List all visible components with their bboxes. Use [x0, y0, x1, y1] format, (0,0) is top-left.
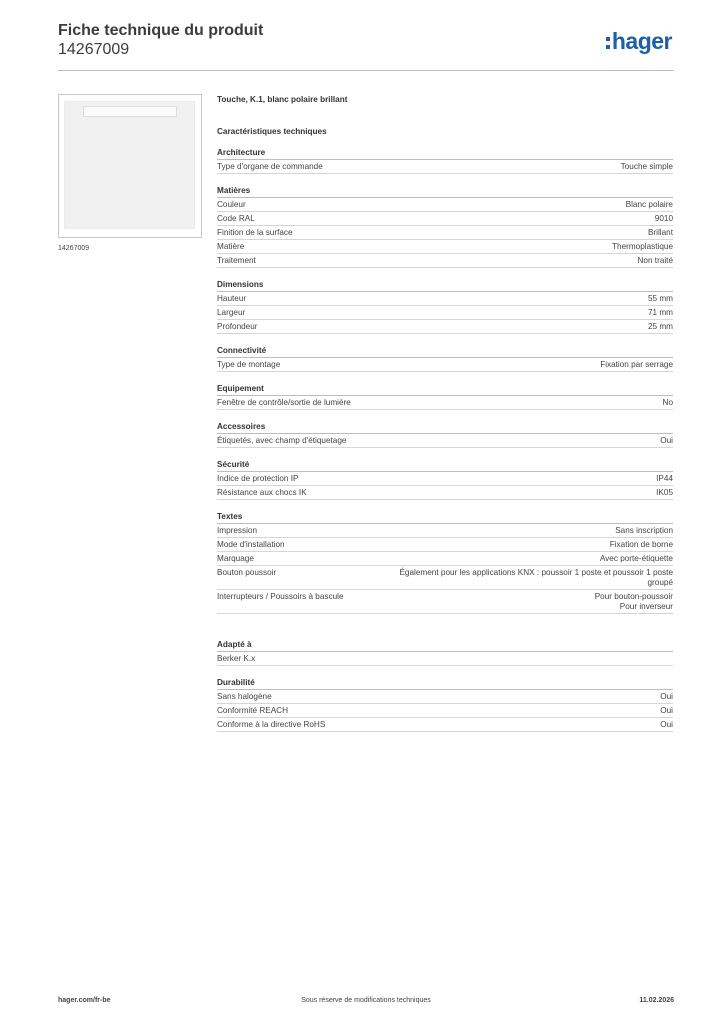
specs-title: Caractéristiques techniques	[217, 127, 327, 136]
spec-value: IP44	[656, 474, 673, 483]
spec-row	[217, 652, 673, 666]
spec-value: 25 mm	[647, 322, 673, 331]
spec-row	[217, 396, 673, 410]
spec-section	[217, 510, 673, 614]
spec-value: Fixation par serrage	[600, 360, 673, 369]
spec-row	[217, 240, 673, 254]
spec-content	[217, 93, 673, 742]
section-title: Sécurité	[217, 458, 673, 472]
spec-label: Matière	[217, 242, 245, 251]
section-title: Architecture	[217, 146, 673, 160]
spec-label: Bouton poussoir	[217, 568, 277, 577]
section-title: Equipement	[217, 382, 673, 396]
spec-row	[217, 434, 673, 448]
spec-row	[217, 226, 673, 240]
spec-row	[217, 358, 673, 372]
spec-row	[217, 472, 673, 486]
spec-label: Sans halogène	[217, 691, 272, 701]
spec-value: Oui	[660, 719, 673, 729]
spec-value: 9010	[654, 214, 673, 223]
spec-section	[217, 382, 673, 410]
spec-label: Étiquetés, avec champ d'étiquetage	[217, 436, 347, 445]
spec-value: Blanc polaire	[625, 200, 673, 209]
spec-value: Oui	[660, 691, 673, 701]
spec-row	[217, 524, 673, 538]
product-name: Touche, K.1, blanc polaire brillant	[217, 95, 348, 104]
page-header	[58, 20, 674, 71]
spec-value: Pour bouton-poussoir Pour inverseur	[594, 592, 673, 611]
logo-dots-icon	[606, 34, 610, 48]
product-number: 14267009	[58, 41, 130, 58]
spec-label: Résistance aux chocs IK	[217, 488, 307, 497]
spec-value: 55 mm	[647, 294, 673, 303]
spec-value: Touche simple	[620, 162, 673, 171]
spec-label: Conformité REACH	[217, 705, 288, 715]
spec-section	[217, 278, 673, 334]
image-caption: 14267009	[58, 245, 90, 252]
spec-row	[217, 552, 673, 566]
spec-row	[217, 212, 673, 226]
spec-label: Berker K.x	[217, 654, 256, 663]
spec-row	[217, 160, 673, 174]
section-gap	[217, 624, 673, 638]
spec-value: Thermoplastique	[612, 242, 673, 251]
spec-label: Type de montage	[217, 360, 281, 369]
spec-row	[217, 292, 673, 306]
spec-value: Oui	[660, 436, 673, 445]
logo-text: hager	[611, 28, 672, 54]
spec-label: Profondeur	[217, 322, 258, 331]
footer-date: 11.02.2026	[639, 997, 674, 1004]
spec-section	[217, 458, 673, 500]
section-title: Durabilité	[217, 676, 673, 690]
product-image-frame	[58, 94, 202, 238]
label-slot	[83, 106, 177, 117]
section-title: Adapté à	[217, 638, 673, 652]
section-title: Connectivité	[217, 344, 673, 358]
footer-website: hager.com/fr-be	[58, 997, 111, 1004]
spec-label: Conforme à la directive RoHS	[217, 719, 326, 729]
spec-row	[217, 704, 673, 718]
spec-value: Fixation de borne	[609, 540, 673, 549]
spec-value: Également pour les applications KNX : poussoir 1 poste et poussoir 1 poste groupé	[399, 568, 673, 587]
spec-value: Brillant	[647, 228, 673, 237]
spec-value: IK05	[656, 488, 673, 497]
document-title: Fiche technique du produit	[58, 22, 264, 39]
spec-row	[217, 198, 673, 212]
section-title: Textes	[217, 510, 673, 524]
spec-value: Avec porte-étiquette	[599, 554, 673, 563]
spec-label: Type d'organe de commande	[217, 162, 323, 171]
spec-value: Oui	[660, 705, 673, 715]
spec-row	[217, 690, 673, 704]
spec-section	[217, 146, 673, 174]
hager-logo	[606, 28, 672, 55]
section-title: Accessoires	[217, 420, 673, 434]
spec-sections	[217, 146, 673, 614]
spec-value: 71 mm	[647, 308, 673, 317]
spec-row	[217, 486, 673, 500]
spec-section	[217, 676, 673, 732]
spec-row	[217, 538, 673, 552]
spec-value: Sans inscription	[615, 526, 673, 535]
spec-label: Marquage	[217, 554, 254, 563]
spec-sections-extra	[217, 638, 673, 732]
spec-row	[217, 254, 673, 268]
spec-label: Fenêtre de contrôle/sortie de lumière	[217, 398, 351, 407]
spec-label: Impression	[217, 526, 258, 535]
spec-label: Couleur	[217, 200, 246, 209]
section-title: Matières	[217, 184, 673, 198]
spec-row	[217, 718, 673, 732]
spec-label: Largeur	[217, 308, 246, 317]
spec-row	[217, 590, 673, 614]
spec-section	[217, 638, 673, 666]
spec-row	[217, 566, 673, 590]
spec-label: Mode d'installation	[217, 540, 285, 549]
spec-label: Finition de la surface	[217, 228, 293, 237]
spec-label: Interrupteurs / Poussoirs à bascule	[217, 592, 344, 601]
section-title: Dimensions	[217, 278, 673, 292]
spec-label: Hauteur	[217, 294, 247, 303]
product-image	[64, 101, 195, 229]
spec-section	[217, 344, 673, 372]
spec-label: Code RAL	[217, 214, 255, 223]
spec-label: Indice de protection IP	[217, 474, 299, 483]
spec-row	[217, 320, 673, 334]
footer-disclaimer: Sous réserve de modifications techniques	[301, 997, 431, 1004]
spec-section	[217, 420, 673, 448]
spec-label: Traitement	[217, 256, 256, 265]
spec-row	[217, 306, 673, 320]
spec-value: No	[662, 398, 673, 407]
spec-value: Non traité	[637, 256, 673, 265]
spec-section	[217, 184, 673, 268]
